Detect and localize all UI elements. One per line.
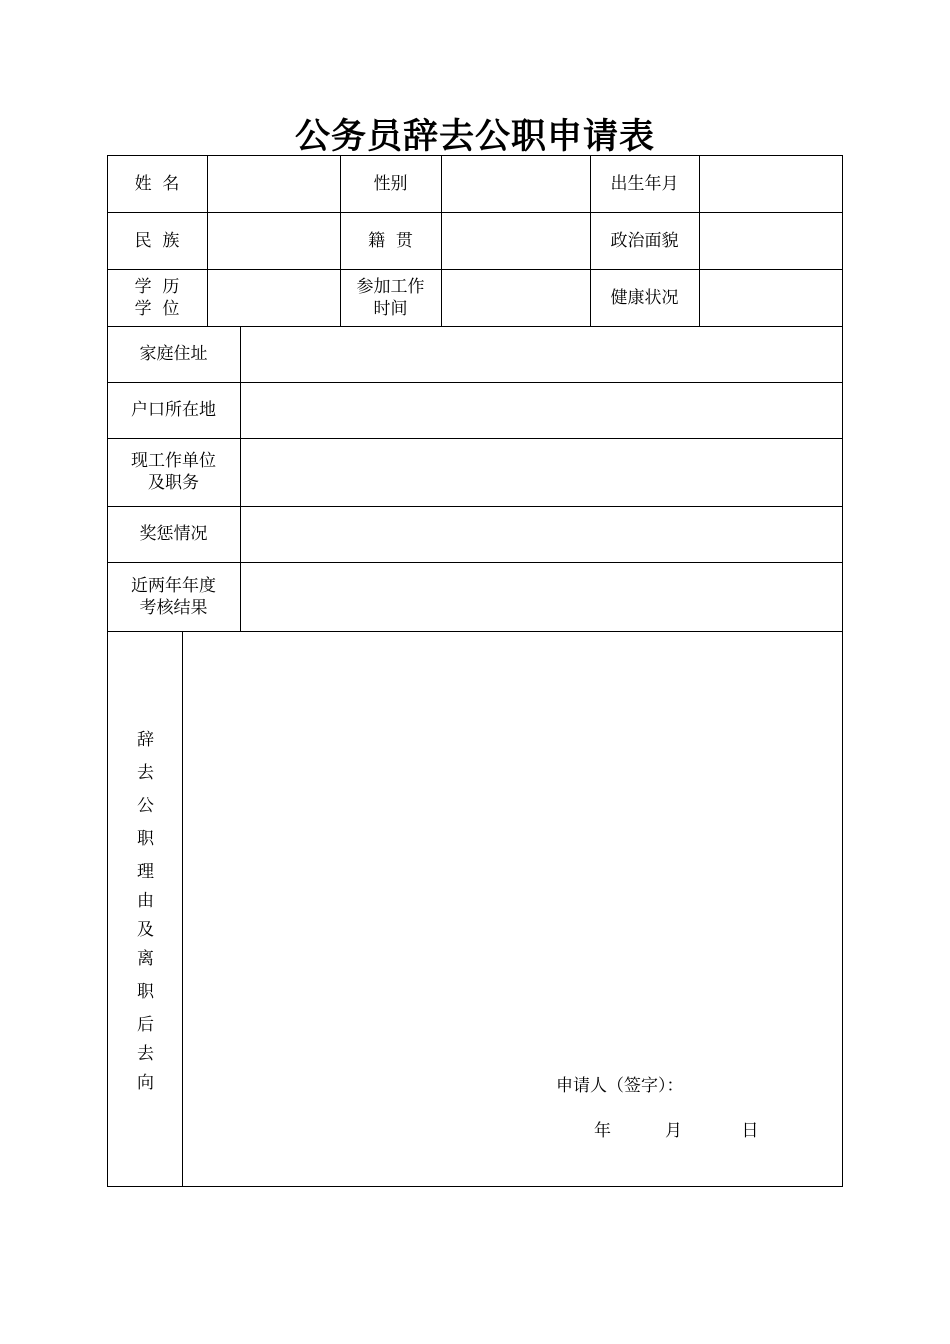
assessment-label-line2: 考核结果 bbox=[139, 597, 208, 618]
assessment-field[interactable] bbox=[241, 563, 842, 631]
reason-label-char: 职 bbox=[137, 829, 154, 849]
applicant-signature-label: 申请人（签字）： bbox=[556, 1076, 684, 1096]
political-status-field[interactable] bbox=[700, 213, 842, 269]
education-label-line1: 学 历 bbox=[134, 276, 180, 297]
education-label bbox=[107, 269, 207, 326]
reason-label-char: 去 bbox=[137, 763, 154, 783]
home-address-field[interactable] bbox=[241, 327, 842, 382]
name-field[interactable] bbox=[208, 156, 340, 212]
rewards-label: 奖惩情况 bbox=[139, 524, 208, 544]
ethnicity-field[interactable] bbox=[208, 213, 340, 269]
reason-label-char: 后 bbox=[137, 1015, 154, 1035]
reason-label-char: 及 bbox=[137, 920, 154, 940]
rewards-field[interactable] bbox=[241, 507, 842, 562]
reason-label-char: 去 bbox=[137, 1044, 154, 1064]
native-place-field[interactable] bbox=[442, 213, 590, 269]
work-start-label-line2: 时间 bbox=[373, 298, 408, 319]
name-label: 姓 名 bbox=[134, 173, 180, 194]
gender-field[interactable] bbox=[442, 156, 590, 212]
month-label: 月 bbox=[665, 1121, 683, 1141]
hukou-field[interactable] bbox=[241, 383, 842, 438]
work-start-label-line1: 参加工作 bbox=[356, 276, 425, 297]
birth-date-label: 出生年月 bbox=[610, 173, 679, 194]
home-address-label: 家庭住址 bbox=[139, 344, 208, 364]
reason-label-char: 由 bbox=[137, 891, 154, 911]
year-label: 年 bbox=[594, 1121, 611, 1141]
reason-label-char: 向 bbox=[137, 1073, 154, 1093]
reason-label bbox=[108, 726, 183, 1098]
reason-field[interactable] bbox=[183, 632, 842, 1062]
assessment-label-line1: 近两年年度 bbox=[131, 575, 216, 596]
reason-label-char: 理 bbox=[137, 862, 154, 882]
table-border-right bbox=[842, 155, 843, 1187]
form-title: 公务员辞去公职申请表 bbox=[294, 116, 655, 157]
birth-date-field[interactable] bbox=[700, 156, 842, 212]
current-unit-label-line2: 及职务 bbox=[148, 473, 199, 493]
signature-date bbox=[594, 1119, 759, 1143]
hukou-label: 户口所在地 bbox=[131, 400, 216, 420]
work-start-label bbox=[340, 269, 441, 326]
reason-label-char: 离 bbox=[137, 949, 154, 969]
political-status-label: 政治面貌 bbox=[610, 230, 679, 251]
native-place-label: 籍 贯 bbox=[368, 230, 413, 251]
ethnicity-label: 民 族 bbox=[134, 230, 180, 251]
reason-label-char: 职 bbox=[137, 982, 154, 1002]
gender-label: 性别 bbox=[373, 173, 408, 194]
education-field[interactable] bbox=[208, 270, 340, 326]
current-unit-label-line1: 现工作单位 bbox=[131, 451, 216, 471]
current-unit-label bbox=[107, 438, 240, 506]
reason-label-char: 公 bbox=[137, 796, 154, 816]
education-label-line2: 学 位 bbox=[134, 298, 180, 319]
current-unit-field[interactable] bbox=[241, 439, 842, 506]
assessment-label bbox=[107, 562, 240, 631]
health-label: 健康状况 bbox=[610, 287, 679, 308]
reason-label-char: 辞 bbox=[137, 730, 154, 750]
day-label: 日 bbox=[741, 1121, 759, 1141]
table-border-bottom bbox=[107, 1186, 843, 1187]
health-field[interactable] bbox=[700, 270, 842, 326]
work-start-field[interactable] bbox=[442, 270, 590, 326]
